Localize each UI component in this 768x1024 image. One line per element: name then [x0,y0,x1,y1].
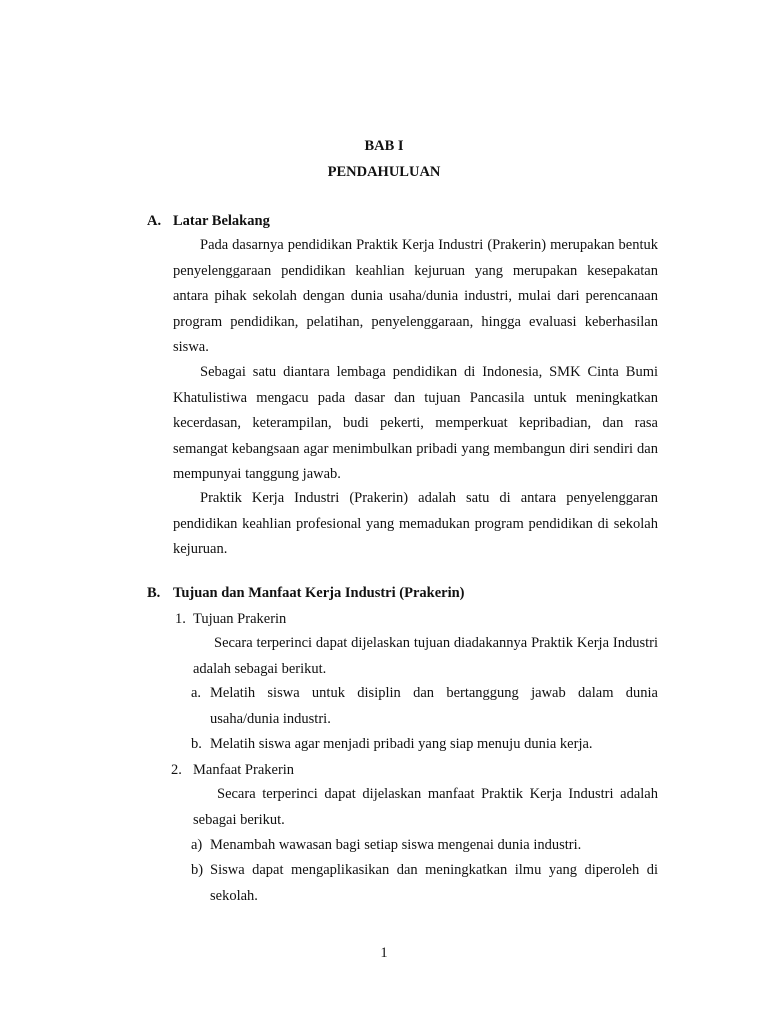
item-1-intro: Secara terperinci dapat dijelaskan tujuan diadakannya Praktik Kerja Industri adalah sebagai berikut. [193,635,658,677]
item-1-sub-b [191,732,658,758]
section-a-paragraph-3: Praktik Kerja Industri (Prakerin) adalah satu di antara penyelenggaran pendidikan keahlian profesional yang memadukan program pendidikan di sekolah kejuruan. [173,490,658,557]
item-1-sub-a-marker: a. [191,685,202,701]
item-1-sub-b-marker: b. [191,736,202,752]
item-2-sub-b-marker: b) [191,862,204,878]
item-1-sub-b-text: Melatih siswa agar menjadi pribadi yang siap menuju dunia kerja. [210,736,593,752]
item-2-marker: 2. [171,762,182,778]
item-1-label: Tujuan Prakerin [193,611,287,627]
page-number: 1 [380,945,388,961]
item-1-sub-a [191,681,658,732]
item-2-sub-a-marker: a) [191,837,203,853]
item-2-intro: Secara terperinci dapat dijelaskan manfaat Praktik Kerja Industri adalah sebagai berikut. [193,786,658,828]
chapter-number: BAB I [364,138,404,154]
section-a-marker: A. [147,213,162,229]
section-a-heading: Latar Belakang [173,213,270,229]
section-b-heading: Tujuan dan Manfaat Kerja Industri (Prakerin) [173,585,465,601]
item-2-sub-a [191,833,658,859]
chapter-title: PENDAHULUAN [327,164,441,180]
item-1-marker: 1. [175,611,186,627]
item-2-sub-a-text: Menambah wawasan bagi setiap siswa mengenai dunia industri. [210,837,582,853]
section-a-paragraph-1: Pada dasarnya pendidikan Praktik Kerja Industri (Prakerin) merupakan bentuk penyelenggaraan pendidikan keahlian kejuruan yang merupakan kesepakatan antara pihak sekolah dengan dunia usaha/dunia industri, mulai dari perencanaan program pendidikan, pelatihan, penyelenggaraan, hingga evaluasi keberhasilan siswa. [173,237,658,355]
section-b-marker: B. [147,585,161,601]
item-2-sub-b [191,858,658,909]
item-2-sub-b-text: Siswa dapat mengaplikasikan dan meningkatkan ilmu yang diperoleh di sekolah. [210,862,658,904]
item-1-sub-a-text: Melatih siswa untuk disiplin dan bertanggung jawab dalam dunia usaha/dunia industri. [210,685,658,727]
item-2-label: Manfaat Prakerin [193,762,295,778]
section-a-paragraph-2: Sebagai satu diantara lembaga pendidikan di Indonesia, SMK Cinta Bumi Khatulistiwa mengacu pada dasar dan tujuan Pancasila untuk meningkatkan kecerdasan, keterampilan, budi pekerti, memperkuat kepribadian, dan rasa semangat kebangsaan agar menimbulkan pribadi yang membangun diri sendiri dan mempunyai tanggung jawab. [173,364,658,482]
